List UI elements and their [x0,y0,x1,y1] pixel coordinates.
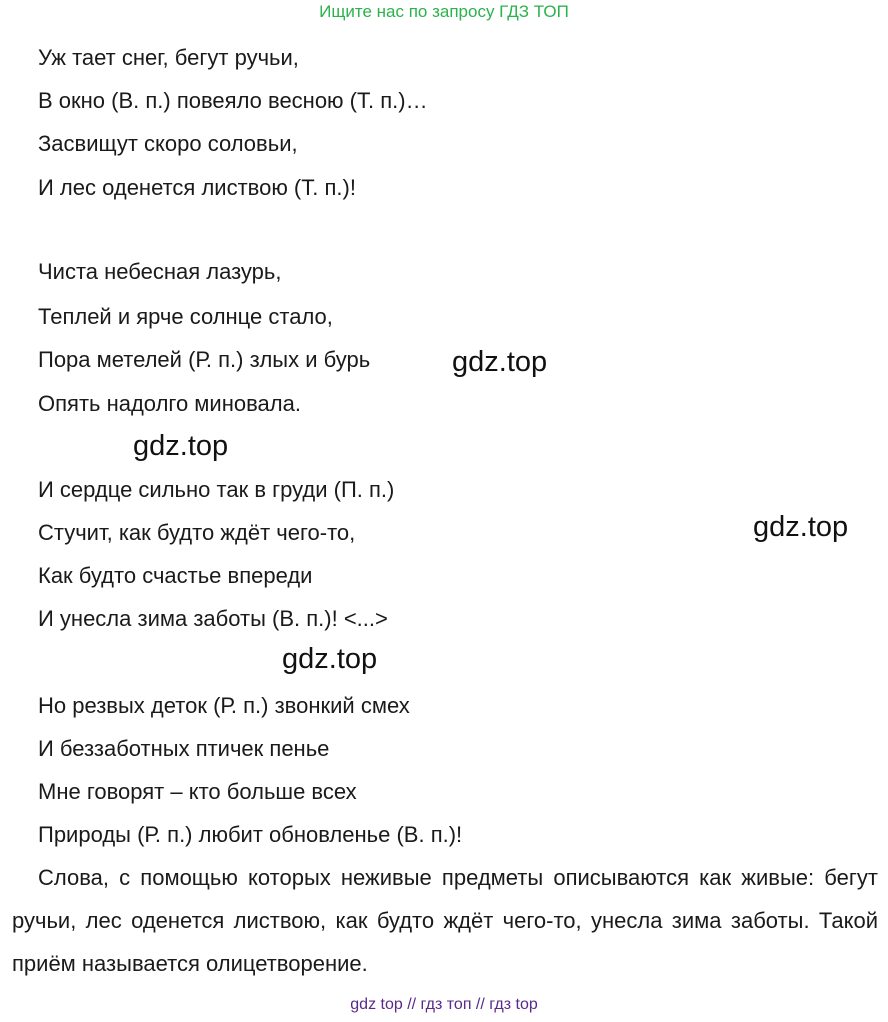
watermark: gdz.top [452,346,548,378]
poem-line: Опять надолго миновала. [38,391,301,416]
poem-line: И унесла зима заботы (В. п.)! <...> [38,606,388,631]
conclusion-paragraph: Слова, с помощью которых неживые предметы описываются как живые: бегут ручьи, лес оденется листвою, как будто ждёт чего-то, унесла зима заботы. Такой приём называется олицетворение. [12,865,878,976]
poem-line: Мне говорят – кто больше всех [38,779,357,804]
watermark: gdz.top [282,643,378,675]
poem-line: Как будто счастье впереди [38,563,313,588]
poem-line: Пора метелей (Р. п.) злых и бурь [38,347,371,372]
top-banner: Ищите нас по запросу ГДЗ ТОП [319,2,569,21]
poem-line: И сердце сильно так в груди (П. п.) [38,477,395,502]
poem-line: Природы (Р. п.) любит обновленье (В. п.)! [38,822,463,847]
poem-line: Уж тает снег, бегут ручьи, [38,45,299,70]
poem-line: Чиста небесная лазурь, [38,259,282,284]
watermark: gdz.top [753,511,849,543]
footer: gdz top // гдз топ // гдз top [350,996,538,1013]
poem-line: И беззаботных птичек пенье [38,736,330,761]
poem-line: Но резвых деток (Р. п.) звонкий смех [38,693,410,718]
poem-line: И лес оденется листвою (Т. п.)! [38,175,356,200]
poem-line: Стучит, как будто ждёт чего-то, [38,520,356,545]
watermark: gdz.top [133,430,229,462]
poem-line: В окно (В. п.) повеяло весною (Т. п.)… [38,88,428,113]
poem-line: Теплей и ярче солнце стало, [38,304,333,329]
poem-line: Засвищут скоро соловьи, [38,131,298,156]
